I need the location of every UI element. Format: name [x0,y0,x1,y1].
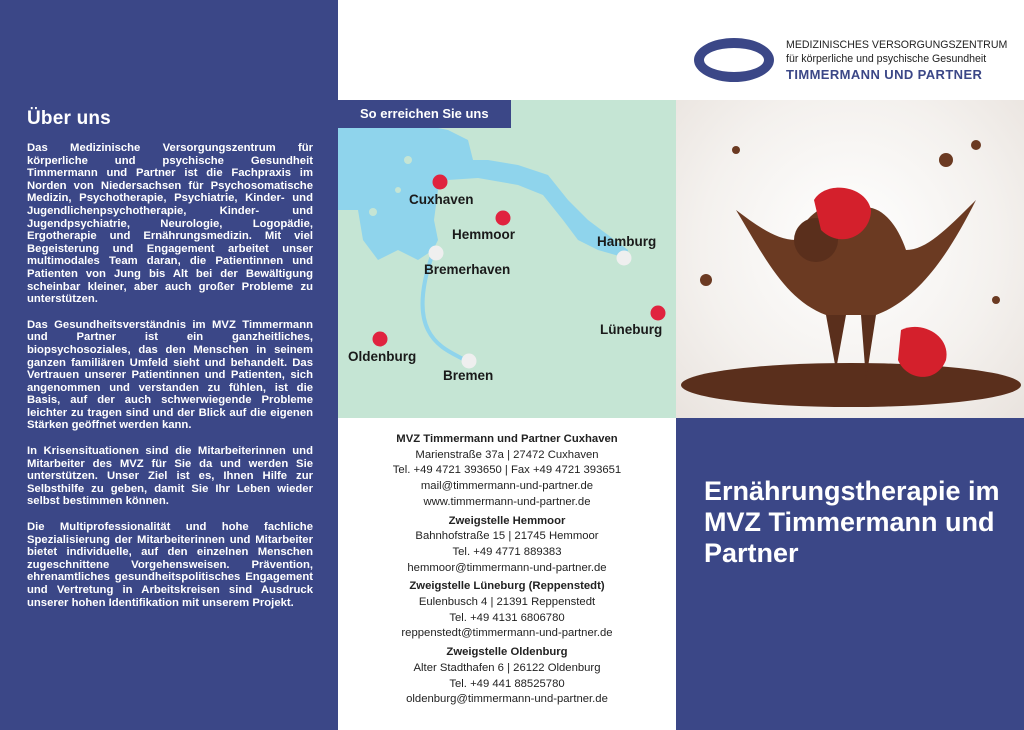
contact-address: Eulenbusch 4 | 21391 Reppenstedt [418,596,596,609]
contact-cuxhaven [338,432,676,511]
contact-phone: Tel. +49 4131 6806780 [449,611,565,624]
logo-line1: MEDIZINISCHES VERSORGUNGSZENTRUM [786,39,1008,51]
contact-heading: Zweigstelle Lüneburg (Reppenstedt) [409,580,605,593]
city-marker-hamburg [617,251,632,266]
contact-lueneburg [338,579,676,642]
contact-phone: Tel. +49 4721 393650 | Fax +49 4721 393651 [392,464,622,477]
about-paragraph: In Krisensituationen sind die Mitarbeiterinnen und Mitarbeiter des MVZ für Sie da und werden Sie unterstützen. Unser Ziel ist es, Ihnen Hilfe zur Selbsthilfe zu geben, damit Sie Ihr Leben wieder selbst bestimmen können. [27,445,313,508]
contact-heading: Zweigstelle Oldenburg [446,646,568,659]
location-marker-lueneburg [651,306,666,321]
contact-address: Marienstraße 37a | 27472 Cuxhaven [415,448,599,461]
contact-oldenburg [338,645,676,708]
contact-hemmoor [338,514,676,577]
contact-heading: Zweigstelle Hemmoor [448,514,566,527]
contact-email[interactable]: reppenstedt@timmermann-und-partner.de [401,627,613,640]
contact-address: Alter Stadthafen 6 | 26122 Oldenburg [413,661,601,674]
contact-list [338,418,676,730]
logo [690,36,1020,86]
logo-line2: für körperliche und psychische Gesundheit [786,53,987,65]
contact-heading: MVZ Timmermann und Partner Cuxhaven [396,433,618,445]
cover-title: Ernährungstherapie im MVZ Timmermann und Partner [704,476,1000,568]
city-label: Hamburg [597,234,657,249]
contact-website[interactable]: www.timmermann-und-partner.de [423,495,591,508]
logo-ring-icon [694,38,774,82]
city-marker-bremerhaven [429,246,444,261]
contact-phone: Tel. +49 441 88525780 [449,677,565,690]
about-paragraph: Das Gesundheitsverständnis im MVZ Timmermann und Partner ist ein ganzheitliches, biopsychosoziales, das den Menschen in seinem ganzen familiären Umfeld sieht und behandelt. Das Vertrauen unserer Patientinnen und Patienten, sich angenommen und verstanden zu fühlen, ist die Basis, auf der auch schwerwiegende Probleme leichter zu tragen sind und der Blick auf die eigenen Stärken geöffnet werden kann. [27,318,313,432]
contact-email[interactable]: hemmoor@timmermann-und-partner.de [407,561,607,574]
city-label: Bremen [443,368,494,383]
contact-email[interactable]: mail@timmermann-und-partner.de [420,480,594,493]
about-paragraph: Die Multiprofessionalität und hohe fachliche Spezialisierung der Mitarbeiterinnen und Mitarbeiter bietet individuelle, auf den einzelnen Menschen zugeschnittene Vorgehensweisen. Prävention, ehrenamtliches gesundheitspolitisches Engagement und Vertretung in Arbeitskreisen sind Ausdruck unserer hohen Identifikation mit unserem Projekt. [27,521,313,609]
city-label: Lüneburg [600,322,663,337]
city-label: Bremerhaven [424,262,511,277]
about-title: Über uns [27,108,111,129]
contact-phone: Tel. +49 4771 889383 [452,545,562,558]
about-panel [0,0,338,730]
map-title: So erreichen Sie uns [338,100,511,128]
city-label: Hemmoor [452,227,516,242]
location-map [338,100,676,418]
about-paragraph: Das Medizinische Versorgungszentrum für körperliche und psychische Gesundheit Timmermann und Partner ist die Fachpraxis im Norden von Niedersachsen für Psychosomatische Medizin, Psychotherapie, Psychiatrie, Kinder- und Jugendlichenpsychotherapie, Kinder- und Jugendpsychiatrie, Neurologie, Logopädie, Ergotherapie und Ernährungsmedizin. Mit viel Begeisterung und Engagement arbeitet unser multimodales Team daran, die Patientinnen und Patienten von Jung bis Alt bei der Bewältigung scheinbar kleiner, aber auch großer Probleme zu unterstützen. [27,142,313,306]
chocolate-strawberry-photo [676,100,1024,418]
location-marker-cuxhaven [433,175,448,190]
chocolate-splash-illustration [676,100,1024,418]
logo-line3: TIMMERMANN UND PARTNER [786,67,983,82]
city-marker-bremen [462,354,477,369]
contact-email[interactable]: oldenburg@timmermann-und-partner.de [406,693,608,706]
contact-address: Bahnhofstraße 15 | 21745 Hemmoor [415,530,599,543]
city-label: Oldenburg [348,349,417,364]
location-marker-oldenburg [373,332,388,347]
city-label: Cuxhaven [409,192,474,207]
cover-panel [676,418,1024,730]
location-marker-hemmoor [496,211,511,226]
